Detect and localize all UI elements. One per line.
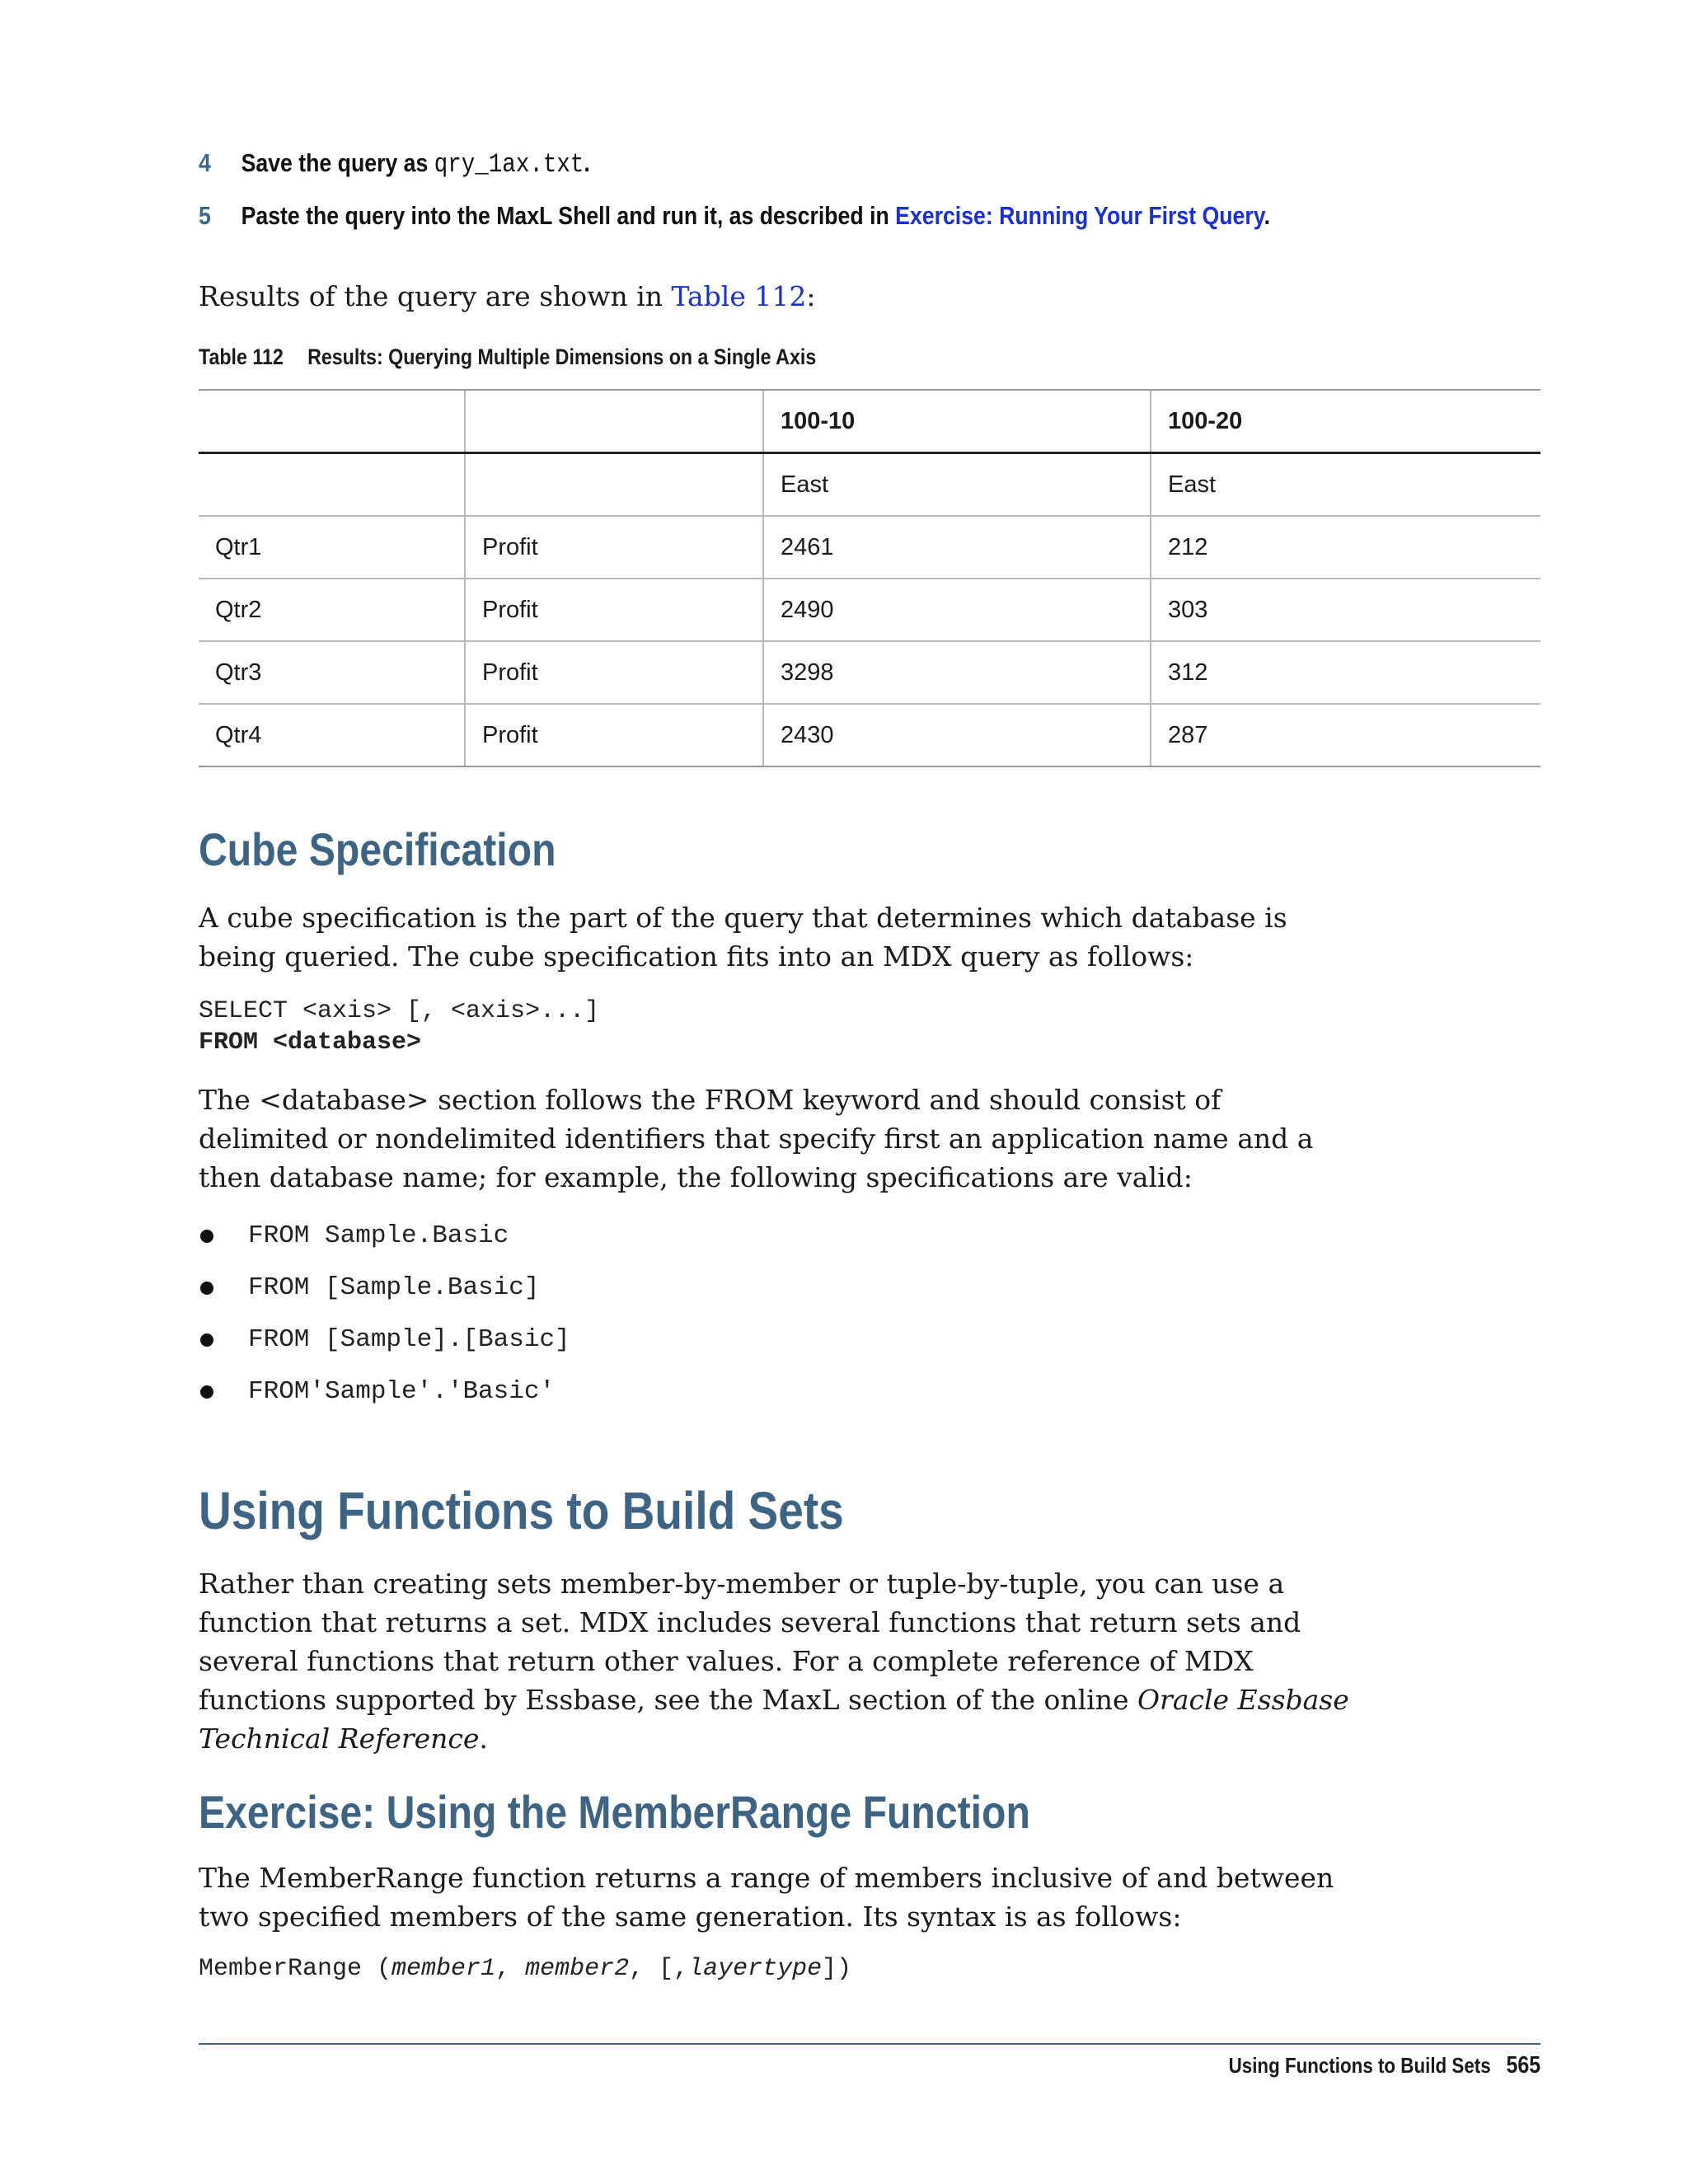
header-cell — [465, 390, 763, 453]
technical-reference-title: Oracle Essbase Technical Reference — [199, 1684, 1349, 1755]
page-footer — [1228, 2052, 1540, 2079]
results-intro: Results of the query are shown in Table 112: — [199, 280, 816, 312]
step-text: Paste the query into the MaxL Shell and run it, as described in — [241, 201, 896, 230]
table-cell: Qtr2 — [199, 579, 465, 641]
memberrange-paragraph: The MemberRange function returns a range of members inclusive of and between two specified members of the same generation. Its syntax is as follows: — [199, 1862, 1334, 1933]
cube-spec-code-line2: FROM <database> — [199, 1029, 422, 1057]
memberrange-exercise-heading: Exercise: Using the MemberRange Function — [199, 1786, 1030, 1838]
table-cell: Qtr3 — [199, 641, 465, 704]
step-text: Save the query as — [241, 148, 434, 177]
table-cell: 287 — [1151, 704, 1540, 766]
table-cell: 212 — [1151, 516, 1540, 579]
page-number: 565 — [1506, 2052, 1540, 2079]
step-filename: qry_1ax.txt — [434, 149, 584, 180]
table-cell: 2490 — [763, 579, 1151, 641]
table-cell: East — [1151, 453, 1540, 517]
table-cell: 2430 — [763, 704, 1151, 766]
footer-rule — [199, 2043, 1540, 2045]
header-cell: 100-10 — [763, 390, 1151, 453]
table-cell: Qtr1 — [199, 516, 465, 579]
functions-paragraph: Rather than creating sets member-by-member or tuple-by-tuple, you can use a function that returns a set. MDX includes several functions that return sets and several functions that return other values. For a complete reference of MDX functions supported by Essbase, see the MaxL section of the online Oracle Essbase Technical Reference. — [199, 1568, 1349, 1755]
step-number: 4 — [199, 148, 211, 177]
bullet-icon — [200, 1385, 213, 1399]
table-cell — [465, 453, 763, 517]
table-cell: Qtr4 — [199, 704, 465, 766]
from-examples-list — [199, 1210, 570, 1418]
table-caption-label: Table 112 — [199, 344, 284, 369]
functions-heading: Using Functions to Build Sets — [199, 1481, 844, 1540]
table-cell: 3298 — [763, 641, 1151, 704]
database-section-paragraph: The <database> section follows the FROM keyword and should consist of delimited or nondelimited identifiers that specify first an application name and a then database name; for example, the following specifications are valid: — [199, 1084, 1314, 1193]
cube-spec-code-line1: SELECT <axis> [, <axis>...] — [199, 997, 600, 1025]
header-cell: 100-20 — [1151, 390, 1540, 453]
footer-section-title: Using Functions to Build Sets — [1228, 2053, 1491, 2078]
bullet-icon — [200, 1282, 213, 1295]
cube-specification-heading: Cube Specification — [199, 823, 556, 875]
table-header-row — [199, 390, 1540, 453]
list-item: FROM'Sample'.'Basic' — [199, 1366, 570, 1418]
table-cell — [199, 453, 465, 517]
table-row — [199, 516, 1540, 579]
table-cell: Profit — [465, 641, 763, 704]
table-cell: 312 — [1151, 641, 1540, 704]
list-item: FROM [Sample].[Basic] — [199, 1314, 570, 1366]
step-number: 5 — [199, 201, 211, 230]
list-item: FROM [Sample.Basic] — [199, 1262, 570, 1314]
table-row — [199, 641, 1540, 704]
step-4: 4 Save the query as qry_1ax.txt. — [199, 148, 590, 180]
table-caption — [199, 344, 816, 370]
list-item: FROM Sample.Basic — [199, 1210, 570, 1262]
table-row — [199, 704, 1540, 766]
running-first-query-link[interactable]: Exercise: Running Your First Query — [895, 201, 1264, 230]
table-caption-title: Results: Querying Multiple Dimensions on a Single Axis — [307, 344, 817, 369]
results-table — [199, 389, 1540, 767]
step-5: 5 Paste the query into the MaxL Shell and run it, as described in Exercise: Running Your First Query. — [199, 201, 1270, 230]
table-cell: Profit — [465, 516, 763, 579]
table-cell: East — [763, 453, 1151, 517]
header-cell — [199, 390, 465, 453]
bullet-icon — [200, 1230, 213, 1243]
table-cell: Profit — [465, 579, 763, 641]
table-cell: 2461 — [763, 516, 1151, 579]
table-row — [199, 579, 1540, 641]
table-cell: Profit — [465, 704, 763, 766]
memberrange-syntax: MemberRange (member1, member2, [,layertype]) — [199, 1955, 852, 1983]
table-row — [199, 453, 1540, 517]
bullet-icon — [200, 1333, 213, 1347]
cube-spec-paragraph: A cube specification is the part of the query that determines which database is being queried. The cube specification fits into an MDX query as follows: — [199, 902, 1287, 972]
table-cell: 303 — [1151, 579, 1540, 641]
table-112-link[interactable]: Table 112 — [671, 280, 807, 312]
